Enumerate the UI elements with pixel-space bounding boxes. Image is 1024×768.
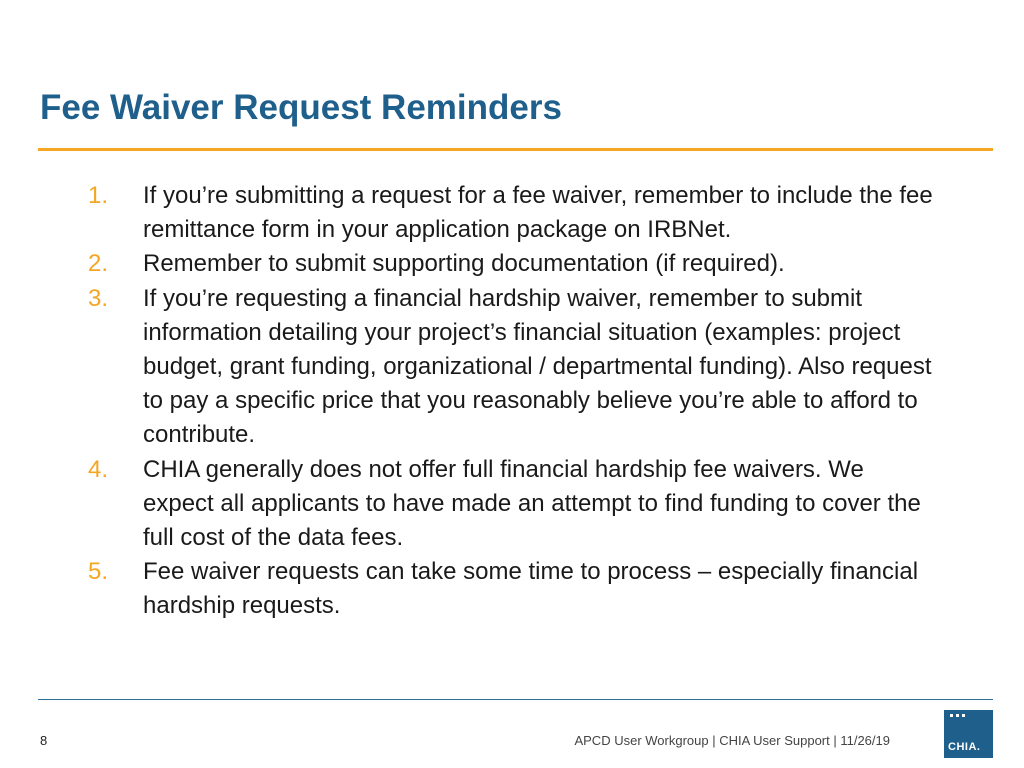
reminder-item-4 bbox=[88, 453, 938, 556]
reminder-item-1 bbox=[88, 179, 938, 247]
logo-dot bbox=[962, 714, 965, 717]
reminder-item-3 bbox=[88, 282, 938, 453]
title-divider bbox=[38, 148, 993, 151]
page-number: 8 bbox=[40, 733, 48, 748]
chia-logo bbox=[944, 710, 993, 758]
reminder-number: 5. bbox=[88, 558, 109, 586]
reminder-number: 2. bbox=[88, 250, 109, 278]
reminder-text: Remember to submit supporting documentation (if required). bbox=[143, 250, 785, 278]
reminder-item-5 bbox=[88, 555, 938, 623]
reminder-number: 4. bbox=[88, 455, 109, 483]
reminder-number: 3. bbox=[88, 284, 109, 312]
logo-dots-icon bbox=[950, 714, 970, 718]
footer-divider bbox=[38, 699, 993, 700]
reminder-text: Fee waiver requests can take some time to process – especially financial hardship requests. bbox=[143, 558, 919, 620]
reminder-text: If you’re submitting a request for a fee waiver, remember to include the fee remittance form in your application package on IRBNet. bbox=[143, 182, 933, 244]
reminder-list bbox=[88, 179, 938, 624]
footer-text: APCD User Workgroup | CHIA User Support | 11/26/19 bbox=[574, 733, 890, 748]
logo-text: CHIA. bbox=[948, 741, 981, 753]
reminder-text: CHIA generally does not offer full financial hardship fee waivers. We expect all applicants to have made an attempt to find funding to cover the full cost of the data fees. bbox=[143, 455, 921, 552]
logo-dot bbox=[956, 714, 959, 717]
reminder-item-2 bbox=[88, 247, 938, 281]
logo-dot bbox=[950, 714, 953, 717]
reminder-text: If you’re requesting a financial hardship waiver, remember to submit information detailing your project’s financial situation (examples: project budget, grant funding, organizational / departmental funding). Also request to pay a specific price that you reasonably believe you’re able to afford to contribute. bbox=[143, 284, 932, 449]
reminder-number: 1. bbox=[88, 182, 109, 209]
slide-title: Fee Waiver Request Reminders bbox=[40, 88, 562, 127]
